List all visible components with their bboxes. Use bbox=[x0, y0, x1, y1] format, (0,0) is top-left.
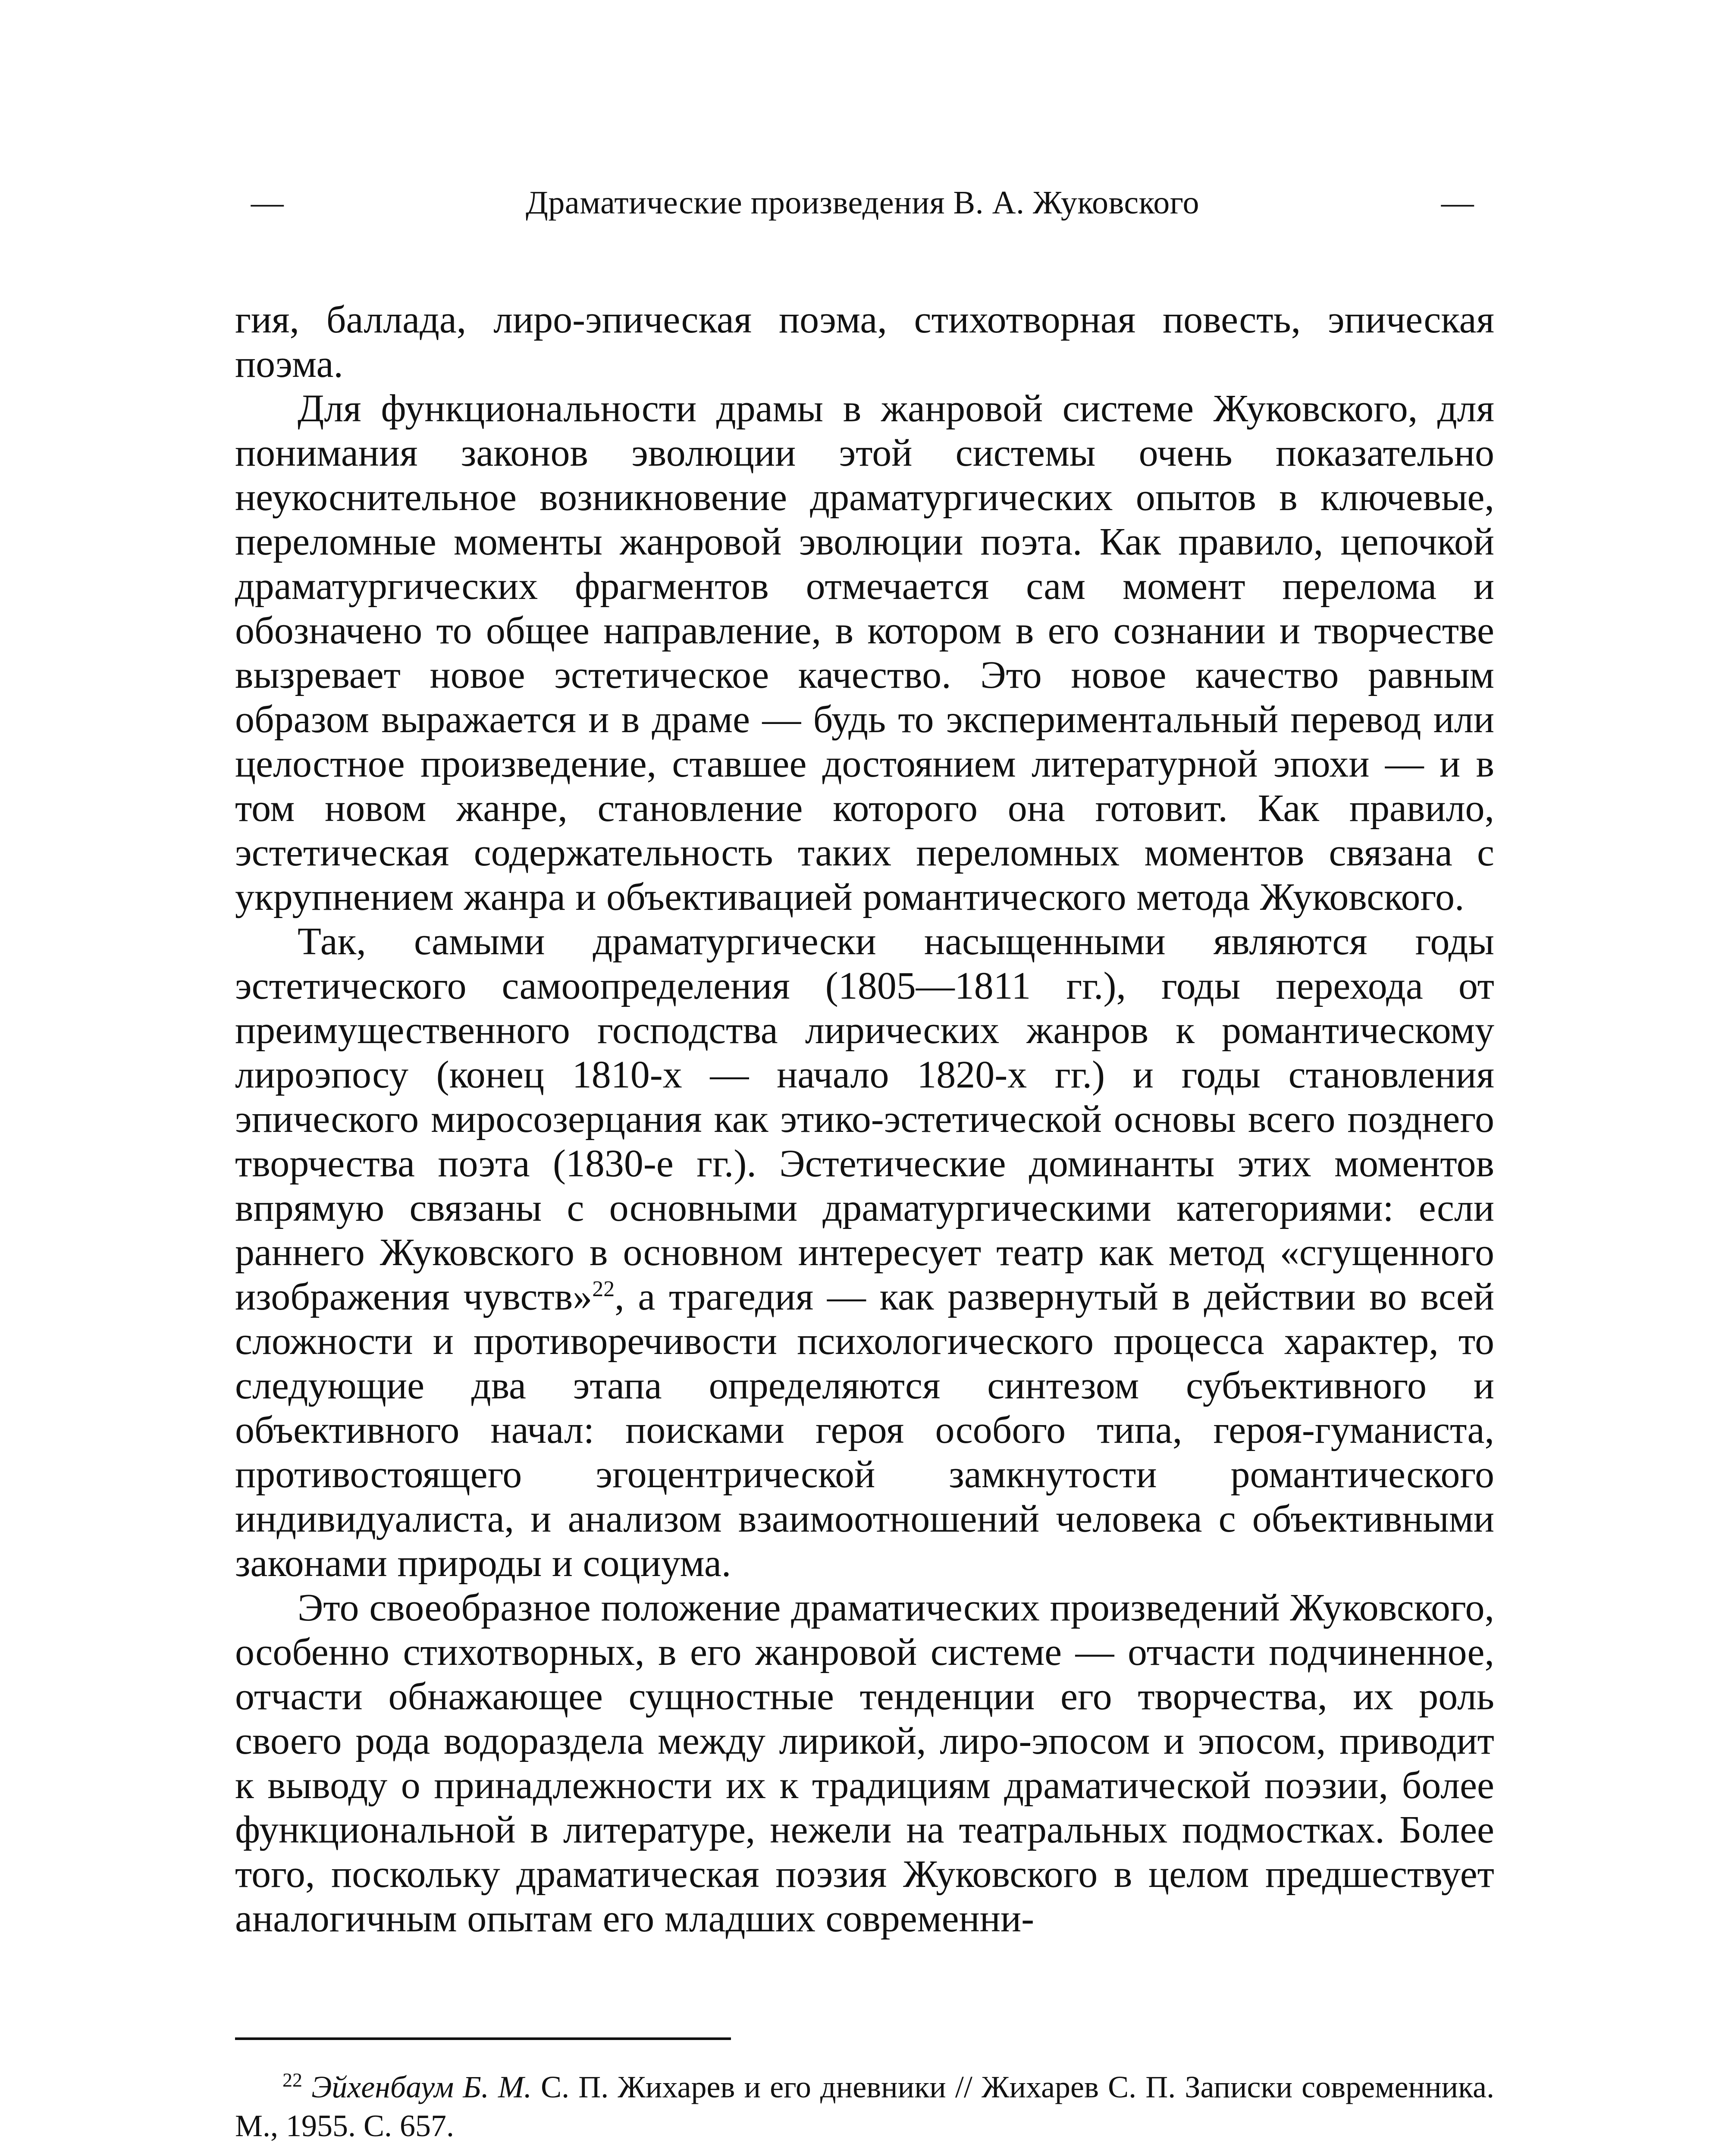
footnote bbox=[235, 2068, 1494, 2145]
paragraph-3-part-2: , а трагедия — как развернутый в действии во всей сложности и противоречивости психологического процесса характер, то следующие два этапа определяются синтезом субъективного и объективного начал: поисками героя особого типа, героя-гуманиста, противостоящего эгоцентрической замкнутости романтического индивидуалиста, и анализом взаимоотношений человека с объективными законами природы и социума. bbox=[235, 1275, 1494, 1585]
main-text bbox=[235, 298, 1494, 1941]
paragraph-2: Для функциональности драмы в жанровой системе Жуковского, для понимания законов эволюции этой системы очень показательно неукоснительное возникновение драматургических опытов в ключевые, переломные моменты жанровой эволюции поэта. Как правило, цепочкой драматургических фрагментов отмечается сам момент перелома и обозначено то общее направление, в котором в его сознании и творчестве вызревает новое эстетическое качество. Это новое качество равным образом выражается и в драме — будь то экспериментальный перевод или целостное произведение, ставшее достоянием литературной эпохи — и в том новом жанре, становление которого она готовит. Как правило, эстетическая содержательность таких переломных моментов связана с укрупнением жанра и объективацией романтического метода Жуковского. bbox=[235, 387, 1494, 918]
footnote-text: С. П. Жихарев и его дневники // Жихарев С. П. Записки современника. М., 1955. С. 657. bbox=[235, 2070, 1495, 2143]
paragraph-4: Это своеобразное положение драматических произведений Жуковского, особенно стихотворных, в его жанровой системе — отчасти подчиненное, отчасти обнажающее сущностные тенденции его творчества, их роль своего рода водораздела между лирикой, лиро-эпосом и эпосом, приводит к выводу о принадлежности их к традициям драматической поэзии, более функциональной в литературе, нежели на театральных подмостках. Более того, поскольку драматическая поэзия Жуковского в целом предшествует аналогичным опытам его младших современни- bbox=[235, 1586, 1494, 1940]
footnote-separator bbox=[235, 2037, 731, 2040]
footnote-author: Эйхенбаум Б. М. bbox=[311, 2070, 532, 2104]
paragraph-1: гия, баллада, лиро-эпическая поэма, стихотворная повесть, эпическая поэма. bbox=[235, 298, 1494, 385]
paragraph-3 bbox=[235, 919, 1494, 1586]
header-right-dash: — bbox=[1441, 184, 1474, 221]
header-left-dash: — bbox=[251, 184, 284, 221]
header-title: Драматические произведения В. А. Жуковского bbox=[526, 184, 1199, 221]
footnote-reference: 22 bbox=[592, 1277, 615, 1301]
running-head bbox=[235, 179, 1490, 226]
paragraph-3-part-1: Так, самыми драматургически насыщенными являются годы эстетического самоопределения (1805—1811 гг.), годы перехода от преимущественного господства лирических жанров к романтическому лироэпосу (конец 1810-х — начало 1820-х гг.) и годы становления эпического миросозерцания как этико-эстетической основы всего позднего творчества поэта (1830-е гг.). Эстетические доминанты этих моментов впрямую связаны с основными драматургическими категориями: если раннего Жуковского в основном интересует театр как метод «сгущенного изображения чувств» bbox=[235, 920, 1494, 1318]
footnote-number: 22 bbox=[282, 2069, 302, 2091]
